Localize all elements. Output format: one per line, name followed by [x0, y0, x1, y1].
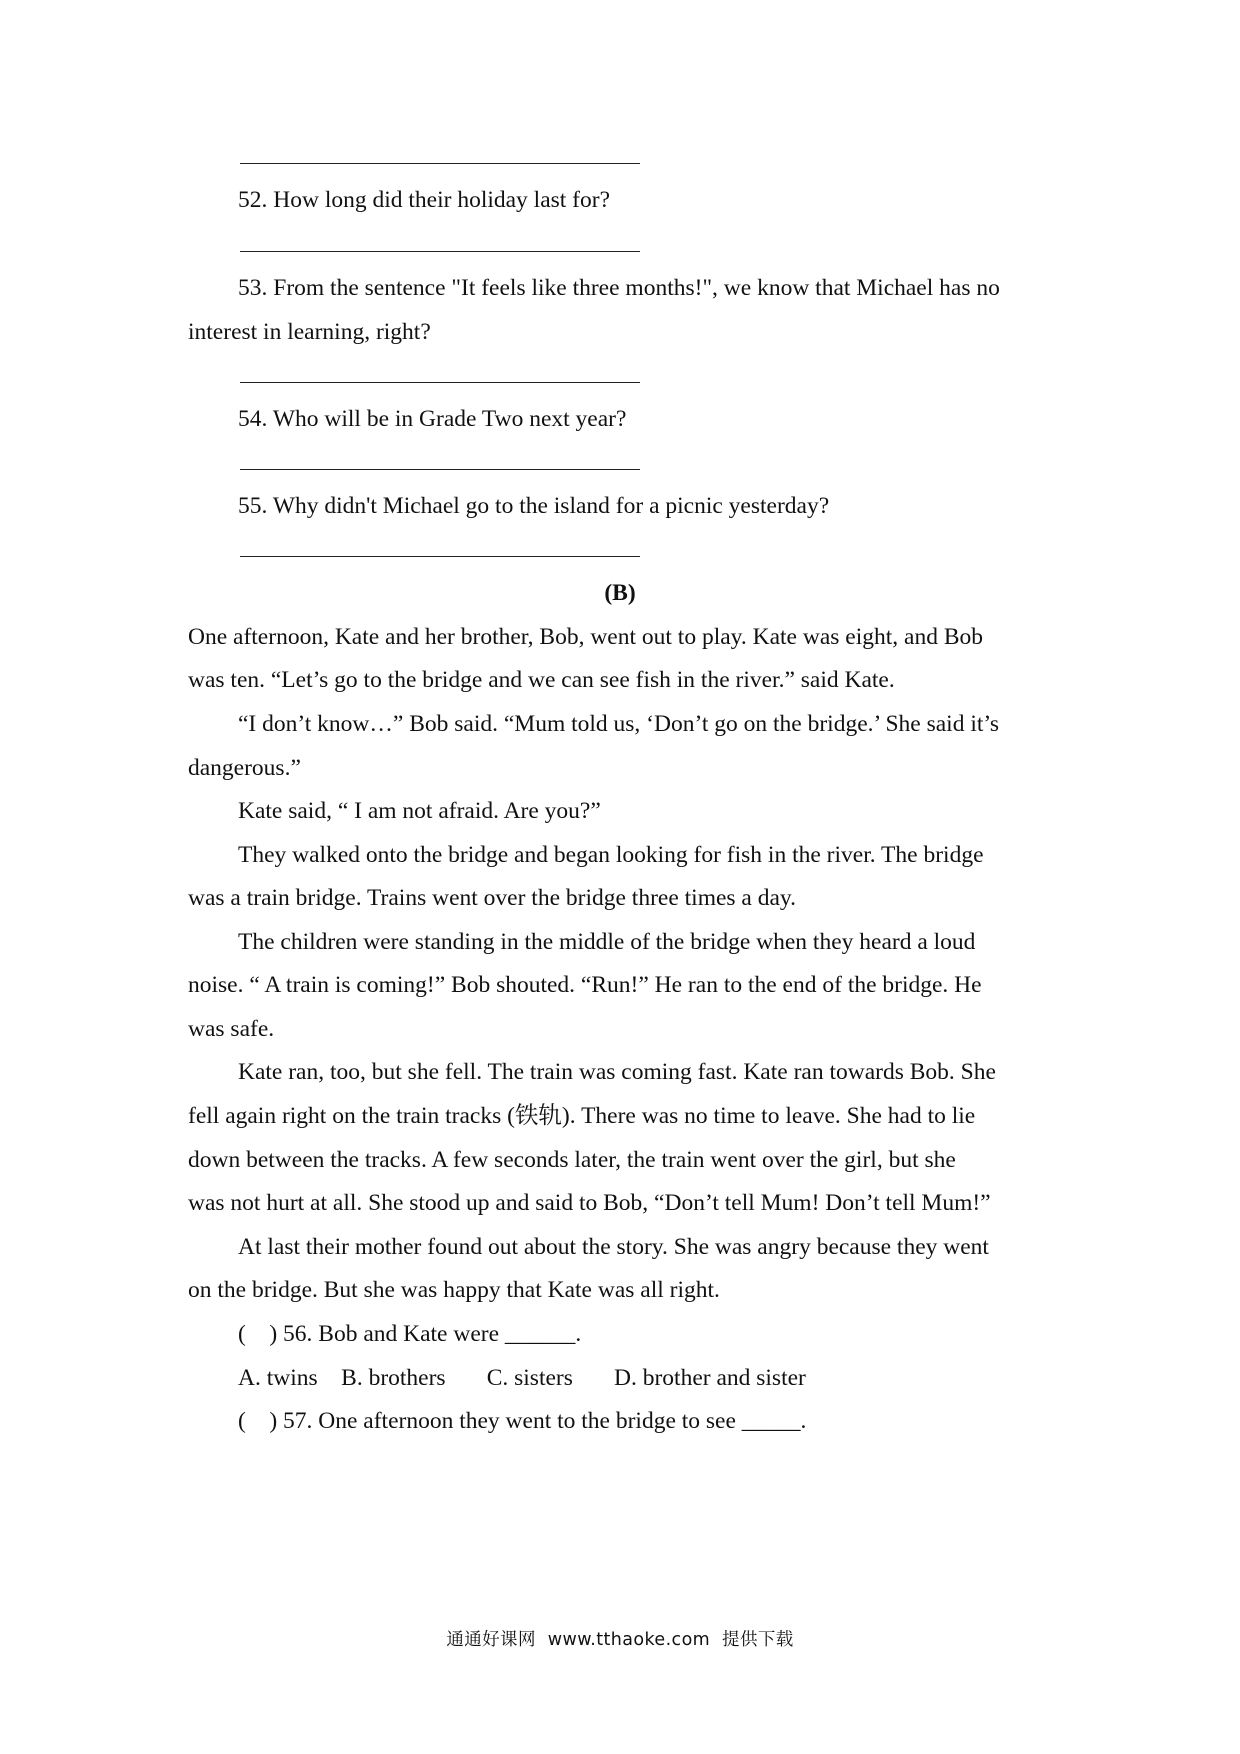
passage-line: The children were standing in the middle of the bridge when they heard a loud [238, 929, 976, 955]
answer-blank-54 [240, 469, 640, 470]
answer-blank-51 [240, 163, 640, 164]
question-53-line-2: interest in learning, right? [188, 319, 431, 345]
passage-line: Kate ran, too, but she fell. The train was coming fast. Kate ran towards Bob. She [238, 1059, 996, 1085]
question-56: ( ) 56. Bob and Kate were ______. [238, 1321, 582, 1347]
passage-line: fell again right on the train tracks (铁轨). There was no time to leave. She had to lie [188, 1103, 976, 1129]
passage-line: Kate said, “ I am not afraid. Are you?” [238, 798, 601, 824]
passage-line: One afternoon, Kate and her brother, Bob, went out to play. Kate was eight, and Bob [188, 624, 984, 650]
passage-line: was not hurt at all. She stood up and said to Bob, “Don’t tell Mum! Don’t tell Mum!” [188, 1190, 991, 1216]
passage-line: was ten. “Let’s go to the bridge and we can see fish in the river.” said Kate. [188, 667, 895, 693]
answer-blank-55 [240, 556, 640, 557]
question-54: 54. Who will be in Grade Two next year? [238, 406, 627, 432]
question-55: 55. Why didn't Michael go to the island for a picnic yesterday? [238, 493, 830, 519]
passage-line: “I don’t know…” Bob said. “Mum told us, ‘Don’t go on the bridge.’ She said it’s [238, 711, 1000, 737]
passage-line: They walked onto the bridge and began looking for fish in the river. The bridge [238, 842, 984, 868]
passage-line: was safe. [188, 1016, 275, 1042]
question-57: ( ) 57. One afternoon they went to the bridge to see _____. [238, 1408, 807, 1434]
page-footer: 通通好课网 www.tthaoke.com 提供下载 [446, 1630, 794, 1650]
section-b-heading: (B) [604, 580, 636, 606]
question-53-line-1: 53. From the sentence "It feels like three months!", we know that Michael has no [238, 275, 1000, 301]
answer-blank-52 [240, 251, 640, 252]
passage-line: At last their mother found out about the story. She was angry because they went [238, 1234, 989, 1260]
answer-blank-53 [240, 382, 640, 383]
passage-line: was a train bridge. Trains went over the bridge three times a day. [188, 885, 797, 911]
passage-line: on the bridge. But she was happy that Kate was all right. [188, 1277, 720, 1303]
passage-line: dangerous.” [188, 755, 301, 781]
question-56-options: A. twins B. brothers C. sisters D. brother and sister [238, 1365, 806, 1391]
passage-line: noise. “ A train is coming!” Bob shouted. “Run!” He ran to the end of the bridge. He [188, 972, 982, 998]
question-52: 52. How long did their holiday last for? [238, 187, 611, 213]
passage-line: down between the tracks. A few seconds later, the train went over the girl, but she [188, 1147, 956, 1173]
